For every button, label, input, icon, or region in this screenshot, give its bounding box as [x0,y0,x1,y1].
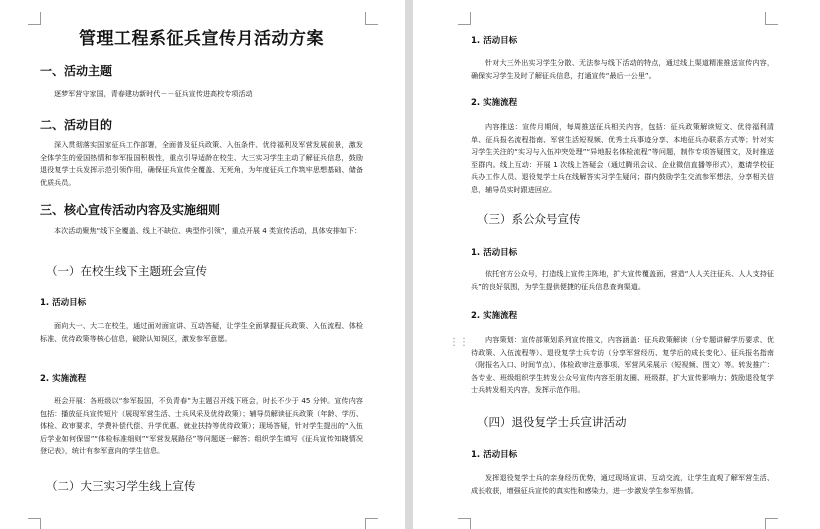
drag-handle-icon[interactable]: ⋮⋮ [449,337,469,348]
implementation-heading: 2. 实施流程 [40,374,87,384]
implementation-heading: 2. 实施流程 [471,98,518,108]
crop-mark [365,12,378,25]
document-title: 管理工程系征兵宣传月活动方案 [79,29,324,49]
page-gap [405,0,413,529]
activity-goal-heading: 1. 活动目标 [471,248,518,258]
activity-goal-heading: 1. 活动目标 [40,298,87,308]
implementation-text: 班会开展：各班级以“参军报国，不负青春”为主题召开线下班会，时长不少于 45 分钟。宣传内容包括：播放征兵宣传短片（展现军营生活、士兵风采及优待政策）；辅导员解读征兵政策（年龄、学历、体检、政审要求，学费补偿代偿、升学优惠、就业扶持等优待政策）；现场答疑，针对学生提出的“入伍后学业如何保留”“体检标准细则”“军营发展路径”等问题逐一解答；组织学生填写《征兵宣传知晓情况登记表》，统计有参军意向的学生信息。 [40,396,363,455]
activity-goal-heading: 1. 活动目标 [471,36,518,46]
crop-mark [458,12,471,25]
subsection-heading-class-meeting: （一）在校生线下主题班会宣传 [46,264,207,278]
implementation-text: 内容推送：宣传月期间，每周推送征兵相关内容，包括：征兵政策解读短文、优待福利清单、征兵报名流程指南、军营生活短视频、优秀士兵事迹分享、本地征兵办联系方式等；针对实习学生关注的“实习与入伍冲突处理”“异地报名体检流程”等问题，制作专项答疑图文，及时推送至群内。线上互动：开展 1 次线上答疑会（通过腾讯会议、企业微信直播等形式），邀请学校征兵办工作人员、退役复学士兵在线解答实习学生疑问；群内鼓励学生交流参军想法，分享相关信息，辅导员实时跟进回应。 [471,122,774,194]
document-page-right [413,0,820,529]
subsection-heading-veteran-talk: （四）退役复学士兵宣讲活动 [477,415,627,429]
subsection-heading-online-intern: （二）大三实习学生线上宣传 [46,479,196,493]
implementation-text: 内容策划：宣传部策划系列宣传推文，内容涵盖：征兵政策解读（分专题讲解学历要求、优待政策、入伍流程等）、退役复学士兵专访（分享军营经历、复学后的成长变化）、征兵报名指南（附报名入口、时间节点）、体检政审注意事项、军营风采展示（短视频、图文）等。转发推广：各专业、班级组织学生转发公众号宣传内容至朋友圈、班级群，扩大宣传影响力；鼓励退役复学士兵转发相关内容，发挥示范作用。 [471,335,774,394]
implementation-heading: 2. 实施流程 [471,311,518,321]
crop-mark [458,518,471,529]
section-heading-purpose: 二、活动目的 [40,118,113,132]
purpose-text: 深入贯彻落实国家征兵工作部署，全面普及征兵政策、入伍条件、优待福利及军营发展前景，激发全体学生的爱国热情和参军报国积极性，重点引导适龄在校生、大三实习学生主动了解征兵信息，鼓励退役复学士兵发挥示范引领作用，确保征兵宣传全覆盖、无死角，为年度征兵工作筑牢思想基础、储备优质兵员。 [40,140,363,187]
activity-goal-text: 发挥退役复学士兵的亲身经历优势，通过现场宣讲、互动交流，让学生直观了解军营生活、成长收获，增强征兵宣传的真实性和感染力，进一步激发学生参军热情。 [471,473,774,495]
crop-mark [365,518,378,529]
document-page-left [0,0,405,529]
theme-text: 逐梦军营守家国，青春建功新时代－－征兵宣传进高校专项活动 [54,89,253,98]
section-heading-core-activities: 三、核心宣传活动内容及实施细则 [40,203,221,217]
subsection-heading-official-account: （三）系公众号宣传 [477,212,581,226]
activity-goal-text: 依托官方公众号，打造线上宣传主阵地，扩大宣传覆盖面，营造“人人关注征兵、人人支持征兵”的良好氛围，为学生提供便捷的征兵信息查询渠道。 [471,269,774,291]
activity-goal-text: 针对大三外出实习学生分散、无法参与线下活动的特点，通过线上渠道精准推送宣传内容，确保实习学生及时了解征兵信息，打通宣传“最后一公里”。 [471,58,774,80]
activity-goal-text: 面向大一、大二在校生，通过面对面宣讲、互动答疑，让学生全面掌握征兵政策、入伍流程、体检标准、优待政策等核心信息，破除认知误区，激发参军意愿。 [40,321,363,343]
core-activities-text: 本次活动聚焦“线下全覆盖、线上不缺位、典型作引领”，重点开展 4 类宣传活动，具体安排如下： [54,226,362,235]
section-heading-theme: 一、活动主题 [40,64,113,78]
activity-goal-heading: 1. 活动目标 [471,450,518,460]
